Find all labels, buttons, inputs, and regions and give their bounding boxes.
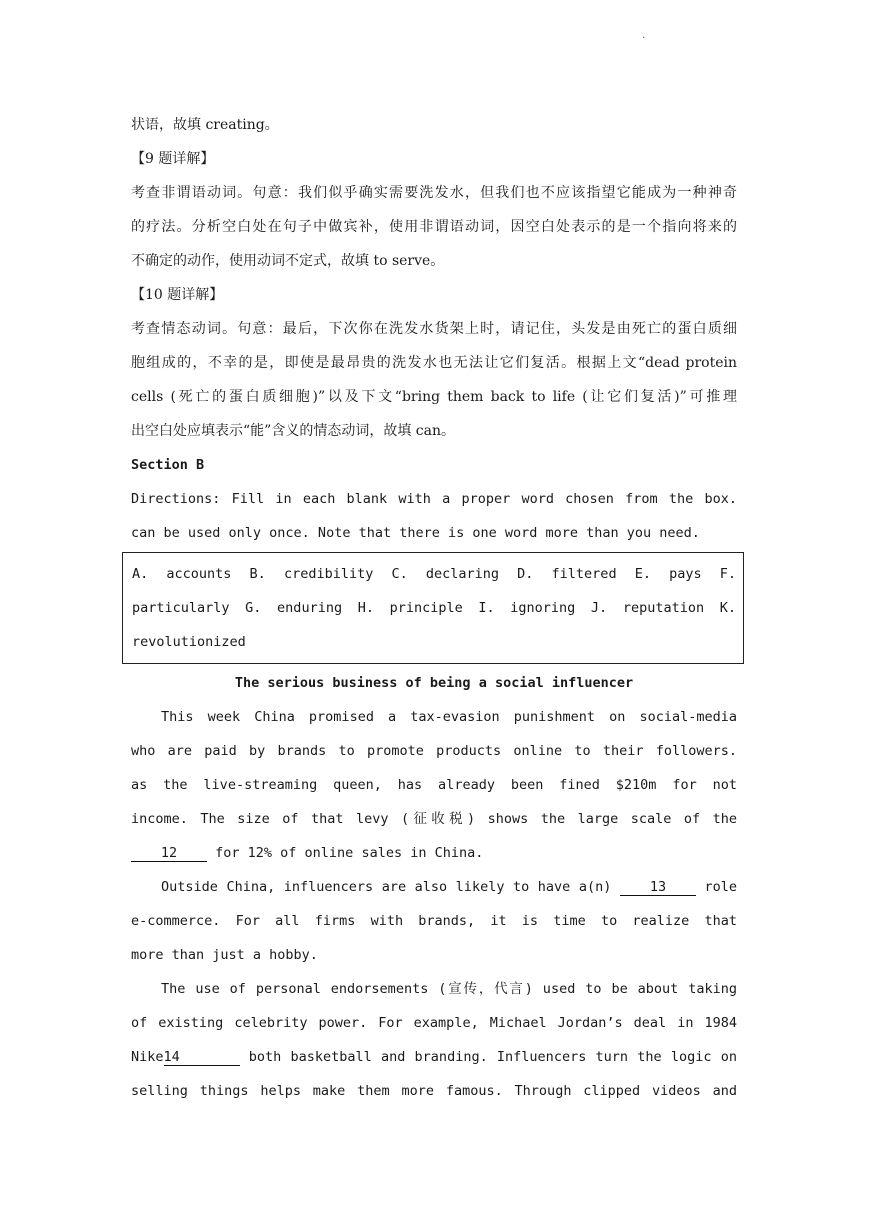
q9-line: 不确定的动作，使用动词不定式，故填 to serve。 <box>131 253 445 269</box>
passage-text: Nike <box>131 1049 164 1065</box>
q9-line: 考查非谓语动词。句意：我们似乎确实需要洗发水，但我们也不应该指望它能成为一种神奇 <box>131 185 737 201</box>
passage-line <box>131 1074 737 1108</box>
page-mark: . <box>642 30 646 41</box>
directions-line: can be used only once. Note that there is one word more than you need. <box>131 525 700 541</box>
section-heading: Section B <box>131 457 205 473</box>
passage-text: Outside China, influencers are also likely to have a(n) <box>161 879 612 895</box>
passage-line: who are paid by brands to promote products online to their followers. <box>131 743 737 759</box>
page-content <box>131 108 737 1108</box>
passage-line <box>131 768 737 802</box>
q10-heading: 【10 题详解】 <box>131 287 224 303</box>
passage-line: of existing celebrity power. For example, Michael Jordan’s deal in 1984 <box>131 1015 737 1031</box>
passage-text: both basketball and branding. Influencers turn the logic on <box>248 1049 737 1065</box>
q10-line: 出空白处应填表示“能”含义的情态动词，故填 can。 <box>131 423 455 439</box>
directions-line: Directions: Fill in each blank with a proper word chosen from the box. <box>131 491 737 507</box>
passage-line <box>131 870 737 904</box>
q10-line: 考查情态动词。句意：最后，下次你在洗发水货架上时，请记住，头发是由死亡的蛋白质细 <box>131 321 737 337</box>
answer-line: 状语，故填 creating。 <box>131 117 279 133</box>
q9-heading: 【9 题详解】 <box>131 151 215 167</box>
word-box <box>122 552 744 664</box>
passage-line: more than just a hobby. <box>131 947 318 963</box>
passage-title: The serious business of being a social influencer <box>234 675 634 691</box>
word-box-line: A. accounts B. credibility C. declaring D. filtered E. pays F. <box>132 566 736 582</box>
q9-line: 的疗法。分析空白处在句子中做宾补，使用非谓语动词，因空白处表示的是一个指向将来的 <box>131 219 737 235</box>
passage-line <box>131 1040 737 1074</box>
passage-text: as the live-streaming queen, has already been fined $210m for not <box>131 777 737 793</box>
q10-line: 胞组成的，不幸的是，即使是最昂贵的洗发水也无法让它们复活。根据上文“dead protein <box>131 355 737 371</box>
passage-line <box>131 836 737 870</box>
passage-line: This week China promised a tax-evasion punishment on social-media <box>161 709 737 725</box>
word-box-line: particularly G. enduring H. principle I. ignoring J. reputation K. <box>132 600 736 616</box>
passage-text: selling things helps make them more famous. Through clipped videos and <box>131 1083 737 1099</box>
blank-14[interactable]: 14 <box>164 1049 240 1066</box>
passage-line: income. The size of that levy (征收税) shows the large scale of the <box>131 811 737 827</box>
word-box-line: revolutionized <box>132 634 246 650</box>
passage-line: The use of personal endorsements (宣传，代言) used to be about taking <box>161 981 737 997</box>
blank-12[interactable]: 12 <box>131 845 207 862</box>
passage-line: e-commerce. For all firms with brands, it is time to realize that <box>131 913 737 929</box>
blank-13[interactable]: 13 <box>620 879 696 896</box>
passage-text: role <box>704 879 737 895</box>
passage-text: for 12% of online sales in China. <box>215 845 484 861</box>
q10-line: cells (死亡的蛋白质细胞)”以及下文“bring them back to life (让它们复活)”可推理 <box>131 389 737 405</box>
